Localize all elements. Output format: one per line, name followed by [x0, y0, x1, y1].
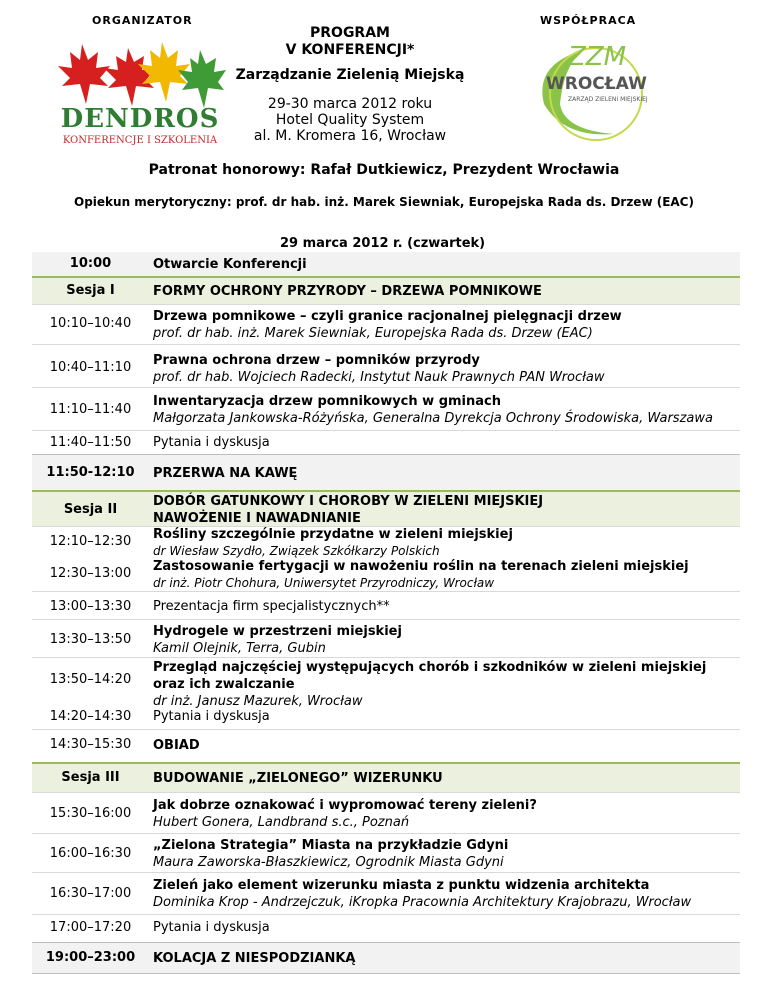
session-title: FORMY OCHRONY PRZYRODY – DRZEWA POMNIKOWE: [153, 284, 542, 299]
talk-title-line2: oraz ich zwalczanie: [153, 677, 295, 692]
talk-speaker: dr Wiesław Szydło, Związek Szkółkarzy Polskich: [153, 544, 440, 558]
talk-speaker: Hubert Gonera, Landbrand s.c., Poznań: [153, 815, 410, 830]
break-row-dinner: [32, 942, 740, 974]
row-time: 14:30–15:30: [49, 737, 132, 752]
organizer-label: ORGANIZATOR: [92, 14, 193, 27]
break-row-coffee: [32, 454, 740, 492]
session-row-1: [32, 276, 740, 305]
talk-speaker: Kamil Olejnik, Terra, Gubin: [153, 641, 326, 656]
talk-title: Drzewa pomnikowe – czyli granice racjonalnej pielęgnacji drzew: [153, 309, 622, 324]
schedule-row: [32, 794, 740, 834]
talk-title: Zastosowanie fertygacji w nawożeniu roślin na terenach zieleni miejskiej: [153, 559, 689, 574]
schedule-row: [32, 622, 740, 658]
talk-title: Rośliny szczególnie przydatne w zieleni miejskiej: [153, 527, 513, 542]
schedule-row: [32, 390, 740, 430]
row-title: KOLACJA Z NIESPODZIANKĄ: [153, 951, 356, 966]
session-title-line2: NAWOŻENIE I NAWADNIANIE: [153, 511, 361, 526]
session-row-3: [32, 762, 740, 793]
talk-speaker: Małgorzata Jankowska-Różyńska, Generalna Dyrekcja Ochrony Środowiska, Warszawa: [153, 411, 713, 426]
row-time: 13:50–14:20: [49, 672, 132, 687]
talk-speaker: prof. dr hab. inż. Marek Siewniak, Europejska Rada ds. Drzew (EAC): [153, 326, 593, 341]
program-title-line2: V KONFERENCJI*: [285, 42, 415, 58]
session-title: BUDOWANIE „ZIELONEGO” WIZERUNKU: [153, 771, 443, 786]
schedule-row: [32, 874, 740, 914]
talk-title: Inwentaryzacja drzew pomnikowych w gminach: [153, 394, 502, 409]
row-time: 12:30–13:00: [49, 566, 132, 581]
conference-name: Zarządzanie Zielenią Miejską: [235, 67, 465, 83]
row-title: OBIAD: [153, 738, 200, 753]
row-title: Pytania i dyskusja: [153, 435, 270, 450]
talk-title: Zieleń jako element wizerunku miasta z punktu widzenia architekta: [153, 878, 650, 893]
dendros-logo: [50, 34, 230, 154]
session-title: DOBÓR GATUNKOWY I CHOROBY W ZIELENI MIEJSKIEJ: [153, 494, 544, 509]
zzm-subtitle: ZARZĄD ZIELENI MIEJSKIEJ: [568, 96, 648, 103]
zzm-letters: ZZM: [568, 42, 627, 72]
row-title: Pytania i dyskusja: [153, 709, 270, 724]
row-time: 12:10–12:30: [49, 534, 132, 549]
program-title-line1: PROGRAM: [310, 25, 390, 41]
talk-title: „Zielona Strategia” Miasta na przykładzie Gdyni: [153, 838, 509, 853]
row-time: 11:50-12:10: [46, 465, 135, 480]
row-time: 16:00–16:30: [49, 846, 132, 861]
session-label: Sesja III: [61, 770, 120, 785]
talk-speaker: prof. dr hab. Wojciech Radecki, Instytut Nauk Prawnych PAN Wrocław: [153, 370, 605, 385]
schedule-row: [32, 348, 740, 386]
zzm-logo: [524, 34, 664, 144]
patron-line: Patronat honorowy: Rafał Dutkiewicz, Prezydent Wrocławia: [148, 162, 620, 178]
row-time: 19:00–23:00: [45, 950, 136, 965]
dendros-subtitle: KONFERENCJE I SZKOLENIA: [62, 135, 218, 146]
program-title: [220, 25, 480, 59]
row-time: 11:10–11:40: [49, 402, 132, 417]
row-time: 10:40–11:10: [49, 360, 132, 375]
dendros-name: DENDROS: [60, 104, 220, 134]
schedule-row: [32, 306, 740, 344]
cooperation-label: WSPÓŁPRACA: [540, 14, 637, 27]
row-time: 15:30–16:00: [49, 806, 132, 821]
schedule-row: [32, 432, 740, 454]
row-time: 10:00: [69, 256, 112, 271]
talk-speaker: Maura Zaworska-Błaszkiewicz, Ogrodnik Miasta Gdyni: [153, 855, 504, 870]
row-title: Prezentacja firm specjalistycznych**: [153, 599, 390, 614]
talk-title: Jak dobrze oznakować i wypromować tereny zieleni?: [153, 798, 537, 813]
schedule-row: [32, 658, 740, 708]
row-title: PRZERWA NA KAWĘ: [153, 466, 298, 481]
session-label: Sesja II: [63, 502, 118, 517]
zzm-city: WROCŁAW: [546, 74, 647, 94]
schedule-row: [32, 834, 740, 872]
row-time: 10:10–10:40: [49, 316, 132, 331]
break-row-lunch: [32, 732, 740, 758]
schedule-row: [32, 594, 740, 620]
row-time: 13:00–13:30: [49, 599, 132, 614]
conference-dates: 29-30 marca 2012 roku: [267, 96, 433, 112]
talk-title: Przegląd najczęściej występujących chorób i szkodników w zieleni miejskiej: [153, 660, 707, 675]
row-time: 13:30–13:50: [49, 632, 132, 647]
conference-address: al. M. Kromera 16, Wrocław: [253, 128, 447, 144]
row-time: 11:40–11:50: [49, 435, 132, 450]
talk-title: Hydrogele w przestrzeni miejskiej: [153, 624, 402, 639]
talk-title: Prawna ochrona drzew – pomników przyrody: [153, 353, 480, 368]
row-time: 14:20–14:30: [49, 709, 132, 724]
talk-speaker: dr inż. Piotr Chohura, Uniwersytet Przyrodniczy, Wrocław: [153, 576, 495, 590]
row-time: 16:30–17:00: [49, 886, 132, 901]
supervisor-line: Opiekun merytoryczny: prof. dr hab. inż. Marek Siewniak, Europejska Rada ds. Drzew (EAC): [74, 195, 694, 209]
talk-speaker: Dominika Krop - Andrzejczuk, iKropka Pracownia Architektury Krajobrazu, Wrocław: [153, 895, 692, 910]
schedule-row: [32, 706, 740, 728]
session-row-2: [32, 490, 740, 527]
schedule-row: [32, 916, 740, 940]
schedule-row-opening: [32, 252, 740, 277]
schedule-row: [32, 526, 740, 558]
conference-venue: Hotel Quality System: [275, 112, 425, 128]
schedule-row: [32, 558, 740, 590]
session-label: Sesja I: [66, 283, 115, 298]
row-title: Pytania i dyskusja: [153, 920, 270, 935]
talk-speaker: dr inż. Janusz Mazurek, Wrocław: [153, 694, 363, 709]
row-time: 17:00–17:20: [49, 920, 132, 935]
row-title: Otwarcie Konferencji: [153, 257, 307, 272]
maple-leaves-icon: [50, 34, 230, 114]
day-title: 29 marca 2012 r. (czwartek): [280, 236, 486, 251]
